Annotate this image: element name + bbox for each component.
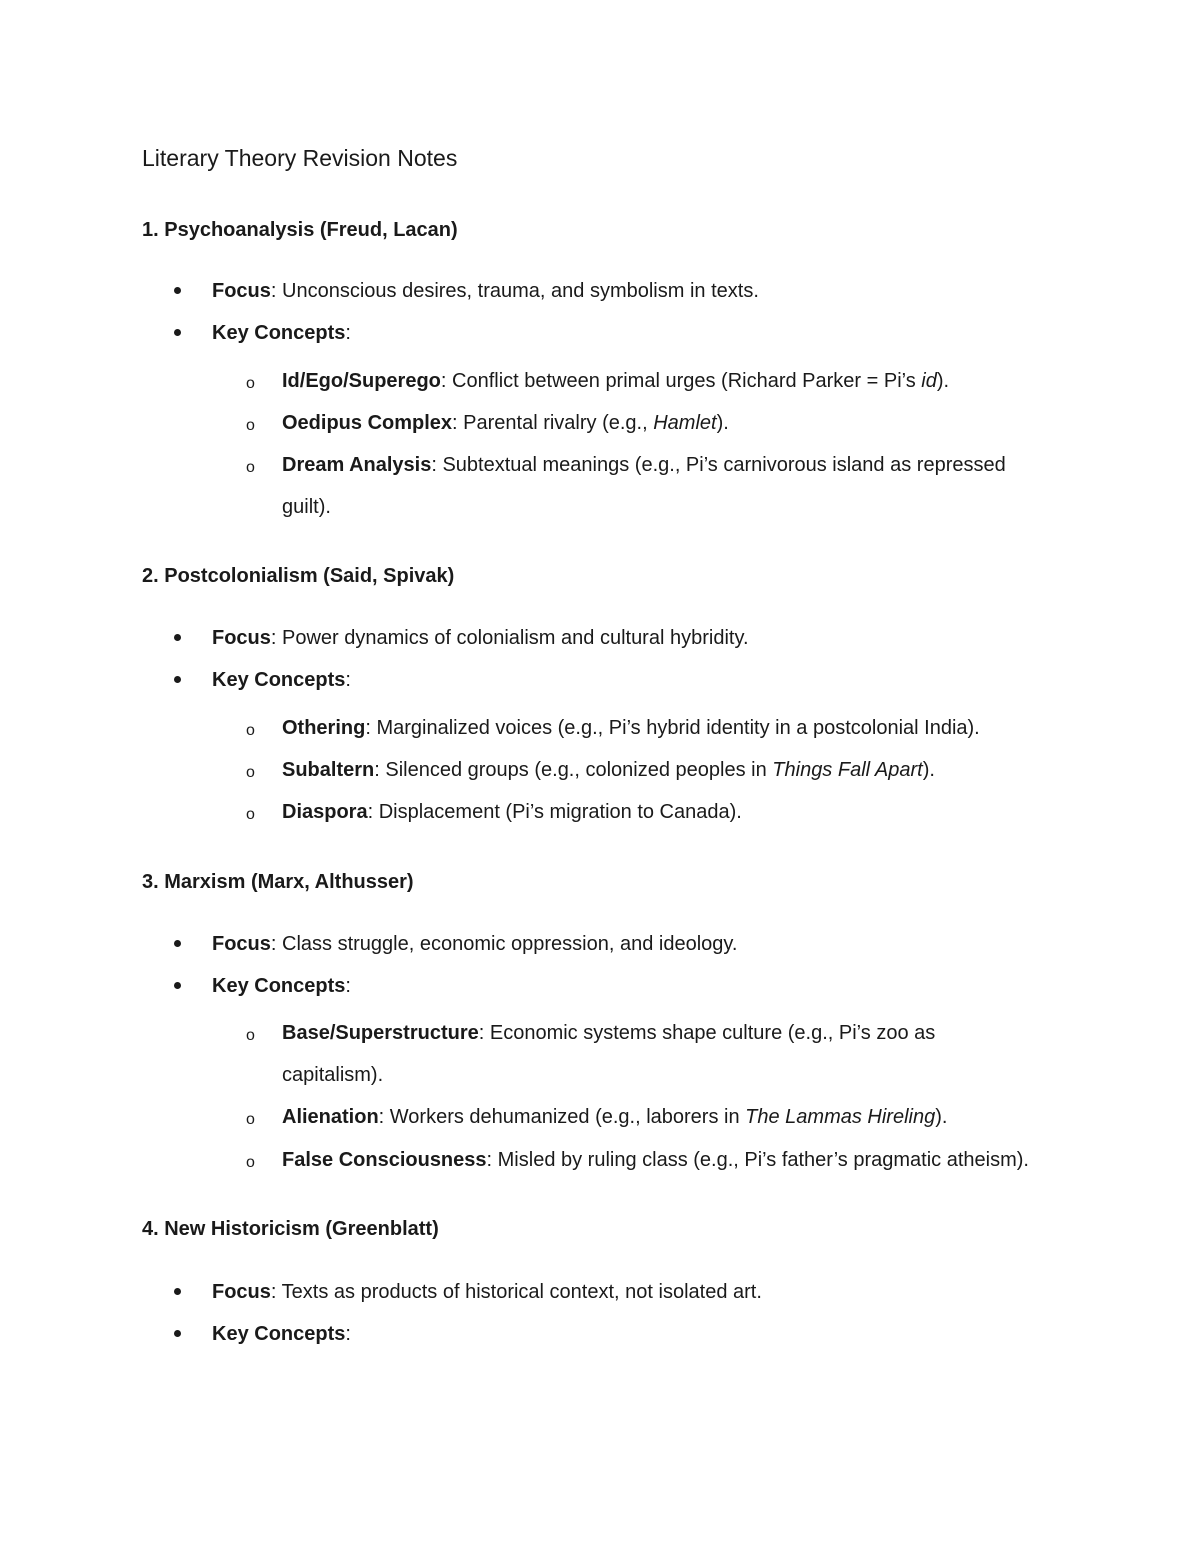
concept-item — [282, 798, 742, 826]
focus-text: : Class struggle, economic oppression, and ideology. — [270, 933, 738, 955]
section-heading-new-historicism: 4. New Historicism (Greenblatt) — [142, 1218, 439, 1240]
key-concepts-line — [212, 972, 351, 1000]
key-concepts-colon: : — [345, 975, 351, 997]
concept-term: Dream Analysis — [282, 454, 432, 476]
key-concepts-line — [212, 319, 351, 347]
focus-text: : Power dynamics of colonialism and cultural hybridity. — [270, 627, 749, 649]
concept-item — [282, 409, 729, 437]
concept-text: : Marginalized voices (e.g., Pi’s hybrid identity in a postcolonial India). — [365, 717, 980, 739]
circle-bullet-icon: o — [246, 375, 255, 392]
bullet-icon — [174, 940, 181, 947]
focus-label: Focus — [212, 280, 271, 302]
concept-term: Id/Ego/Superego — [282, 370, 441, 392]
bullet-icon — [174, 329, 181, 336]
concept-italic: The Lammas Hireling — [745, 1106, 936, 1128]
concept-continuation: capitalism). — [282, 1064, 384, 1086]
key-concepts-colon: : — [345, 322, 351, 344]
circle-bullet-icon: o — [246, 1027, 255, 1044]
focus-line — [212, 1278, 762, 1306]
key-concepts-label: Key Concepts — [212, 1323, 346, 1345]
bullet-icon — [174, 982, 181, 989]
circle-bullet-icon: o — [246, 1111, 255, 1128]
focus-line — [212, 277, 759, 305]
bullet-icon — [174, 1288, 181, 1295]
bullet-icon — [174, 634, 181, 641]
key-concepts-label: Key Concepts — [212, 322, 346, 344]
concept-tail: ). — [935, 1106, 948, 1128]
concept-item — [282, 756, 935, 784]
concept-term: Othering — [282, 717, 366, 739]
concept-text: : Economic systems shape culture (e.g., Pi’s zoo as — [478, 1022, 936, 1044]
focus-label: Focus — [212, 933, 271, 955]
concept-item — [282, 714, 980, 742]
section-heading-postcolonialism: 2. Postcolonialism (Said, Spivak) — [142, 565, 455, 587]
concept-term: Diaspora — [282, 801, 368, 823]
concept-text: : Parental rivalry (e.g., — [452, 412, 654, 434]
concept-term: Oedipus Complex — [282, 412, 453, 434]
concept-text: : Displacement (Pi’s migration to Canada). — [367, 801, 742, 823]
concept-term: Alienation — [282, 1106, 379, 1128]
concept-item — [282, 1146, 1029, 1174]
concept-tail: ). — [936, 370, 950, 392]
focus-text: : Texts as products of historical context, not isolated art. — [270, 1281, 762, 1303]
circle-bullet-icon: o — [246, 1154, 255, 1171]
focus-text: : Unconscious desires, trauma, and symbolism in texts. — [270, 280, 759, 302]
bullet-icon — [174, 676, 181, 683]
concept-tail: ). — [922, 759, 935, 781]
focus-line — [212, 930, 737, 958]
concept-item — [282, 451, 1006, 479]
concept-text: : Conflict between primal urges (Richard Parker = Pi’s — [440, 370, 922, 392]
bullet-icon — [174, 287, 181, 294]
circle-bullet-icon: o — [246, 459, 255, 476]
section-heading-marxism: 3. Marxism (Marx, Althusser) — [142, 871, 414, 893]
key-concepts-line — [212, 666, 351, 694]
key-concepts-label: Key Concepts — [212, 975, 346, 997]
concept-term: Base/Superstructure — [282, 1022, 479, 1044]
circle-bullet-icon: o — [246, 417, 255, 434]
concept-term: False Consciousness — [282, 1149, 487, 1171]
concept-text: : Silenced groups (e.g., colonized peoples in — [374, 759, 773, 781]
key-concepts-label: Key Concepts — [212, 669, 346, 691]
key-concepts-colon: : — [345, 669, 351, 691]
document-title: Literary Theory Revision Notes — [142, 145, 458, 171]
concept-italic: id — [921, 370, 937, 392]
concept-item — [282, 367, 949, 395]
circle-bullet-icon: o — [246, 764, 255, 781]
section-heading-psychoanalysis: 1. Psychoanalysis (Freud, Lacan) — [142, 219, 458, 241]
concept-item — [282, 1103, 947, 1131]
circle-bullet-icon: o — [246, 722, 255, 739]
circle-bullet-icon: o — [246, 806, 255, 823]
focus-label: Focus — [212, 1281, 271, 1303]
concept-text: : Workers dehumanized (e.g., laborers in — [378, 1106, 746, 1128]
concept-term: Subaltern — [282, 759, 375, 781]
bullet-icon — [174, 1330, 181, 1337]
concept-italic: Things Fall Apart — [772, 759, 923, 781]
concept-italic: Hamlet — [653, 412, 717, 434]
key-concepts-line — [212, 1320, 351, 1348]
concept-item — [282, 1019, 935, 1047]
focus-label: Focus — [212, 627, 271, 649]
focus-line — [212, 624, 749, 652]
concept-tail: ). — [716, 412, 729, 434]
concept-text: : Misled by ruling class (e.g., Pi’s father’s pragmatic atheism). — [486, 1149, 1029, 1171]
concept-text: : Subtextual meanings (e.g., Pi’s carnivorous island as repressed — [431, 454, 1006, 476]
key-concepts-colon: : — [345, 1323, 351, 1345]
concept-continuation: guilt). — [282, 496, 331, 518]
